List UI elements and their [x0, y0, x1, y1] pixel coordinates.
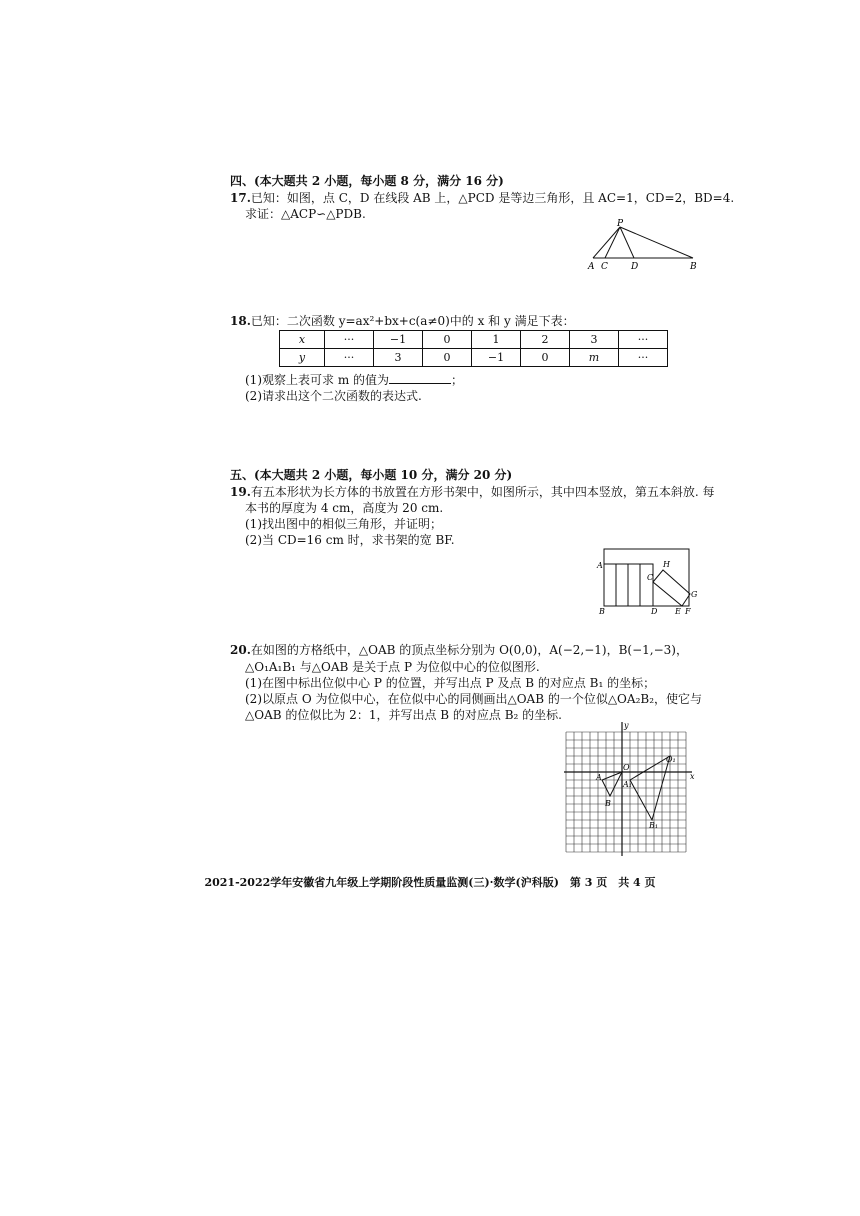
label-b: B	[605, 799, 611, 808]
q18-text: 已知：二次函数 y=ax²+bx+c(a≠0)中的 x 和 y 满足下表：	[250, 314, 575, 328]
table-cell: 0	[423, 349, 472, 367]
table-row-x	[280, 331, 668, 349]
q20-line1	[230, 642, 688, 658]
q19-line2: 本书的厚度为 4 cm，高度为 20 cm.	[245, 501, 444, 515]
table-cell: 0	[521, 349, 570, 367]
q17-line1	[230, 190, 734, 206]
answer-blank[interactable]	[389, 372, 451, 384]
q20-part2b: △OAB 的位似比为 2：1，并写出点 B 的对应点 B₂ 的坐标.	[245, 708, 562, 722]
q20-part1: (1)在图中标出位似中心 P 的位置，并写出点 P 及点 B 的对应点 B₁ 的坐标；	[245, 676, 656, 690]
table-cell: y	[280, 349, 325, 367]
table-cell: ···	[619, 331, 668, 349]
table-cell: ···	[619, 349, 668, 367]
label-d: D	[651, 607, 658, 616]
book-4	[640, 564, 653, 606]
q18-value-table	[279, 330, 668, 367]
q18-line1	[230, 313, 575, 329]
label-o: O	[623, 763, 630, 772]
q19-line1	[230, 484, 715, 500]
table-cell: 1	[472, 331, 521, 349]
label-f: F	[685, 607, 691, 616]
label-a: A	[597, 561, 603, 570]
table-cell: ···	[325, 331, 374, 349]
q19-number: 19.	[230, 485, 251, 499]
label-d: D	[631, 262, 639, 272]
q18-part1-end: ；	[451, 373, 464, 387]
table-cell: 3	[374, 349, 423, 367]
label-x: x	[690, 772, 695, 781]
table-cell: −1	[472, 349, 521, 367]
label-c: C	[647, 573, 654, 582]
book-2	[616, 564, 628, 606]
q18-number: 18.	[230, 314, 251, 328]
q17-text: 已知：如图，点 C，D 在线段 AB 上，△PCD 是等边三角形，且 AC=1，CD=2，BD=4.	[250, 191, 735, 205]
segment-pc	[605, 227, 620, 258]
label-a1: A₁	[623, 780, 632, 789]
table-cell: 3	[570, 331, 619, 349]
q19-part1: (1)找出图中的相似三角形，并证明；	[245, 517, 442, 531]
q20-text: 在如图的方格纸中，△OAB 的顶点坐标分别为 O(0,0)，A(−2,−1)，B(−1,−3)，	[250, 643, 688, 657]
grid	[566, 732, 686, 852]
label-y: y	[624, 721, 629, 730]
q17-number: 17.	[230, 191, 251, 205]
q20-line2: △O₁A₁B₁ 与△OAB 是关于点 P 为位似中心的位似图形.	[245, 660, 540, 674]
table-row-y	[280, 349, 668, 367]
section-4-header: 四、(本大题共 2 小题，每小题 8 分，满分 16 分)	[230, 174, 504, 188]
book-1	[604, 564, 616, 606]
section-5-header: 五、(本大题共 2 小题，每小题 10 分，满分 20 分)	[230, 468, 513, 482]
q20-part2a: (2)以原点 O 为位似中心，在位似中心的同侧画出△OAB 的一个位似△OA₂B₂，使它与	[245, 692, 703, 706]
segment-pb	[620, 227, 693, 258]
table-cell: ···	[325, 349, 374, 367]
label-e: E	[675, 607, 681, 616]
segment-pa	[593, 227, 620, 258]
label-b: B	[690, 262, 697, 272]
label-b: B	[599, 607, 605, 616]
label-a: A	[588, 262, 595, 272]
table-cell: m	[570, 349, 619, 367]
page-footer: 2021-2022学年安徽省九年级上学期阶段性质量监测(三)·数学(沪科版) 第 3 页 共 4 页	[204, 876, 656, 889]
q20-grid-figure	[562, 720, 697, 860]
q19-text: 有五本形状为长方体的书放置在方形书架中，如图所示，其中四本竖放，第五本斜放. 每	[250, 485, 715, 499]
table-cell: x	[280, 331, 325, 349]
q18-part2: (2)请求出这个二次函数的表达式.	[245, 389, 422, 403]
table-cell: 2	[521, 331, 570, 349]
q19-part2: (2)当 CD=16 cm 时，求书架的宽 BF.	[245, 533, 455, 547]
triangle-oab	[602, 772, 622, 796]
book-3	[628, 564, 640, 606]
q17-line2: 求证：△ACP∽△PDB.	[245, 207, 366, 221]
q20-number: 20.	[230, 643, 251, 657]
label-p: P	[617, 219, 624, 229]
label-a: A	[596, 773, 602, 782]
label-c: C	[601, 262, 608, 272]
label-b1: B₁	[649, 821, 659, 830]
table-cell: −1	[374, 331, 423, 349]
table-cell: 0	[423, 331, 472, 349]
label-h: H	[663, 560, 670, 569]
q17-triangle-figure	[585, 219, 705, 289]
slanted-book	[653, 570, 690, 606]
label-g: G	[691, 590, 698, 599]
q19-bookshelf-figure	[594, 542, 704, 622]
q18-part1	[245, 372, 463, 388]
q18-part1-text: (1)观察上表可求 m 的值为	[245, 373, 390, 387]
label-o1: O₁	[666, 755, 676, 764]
